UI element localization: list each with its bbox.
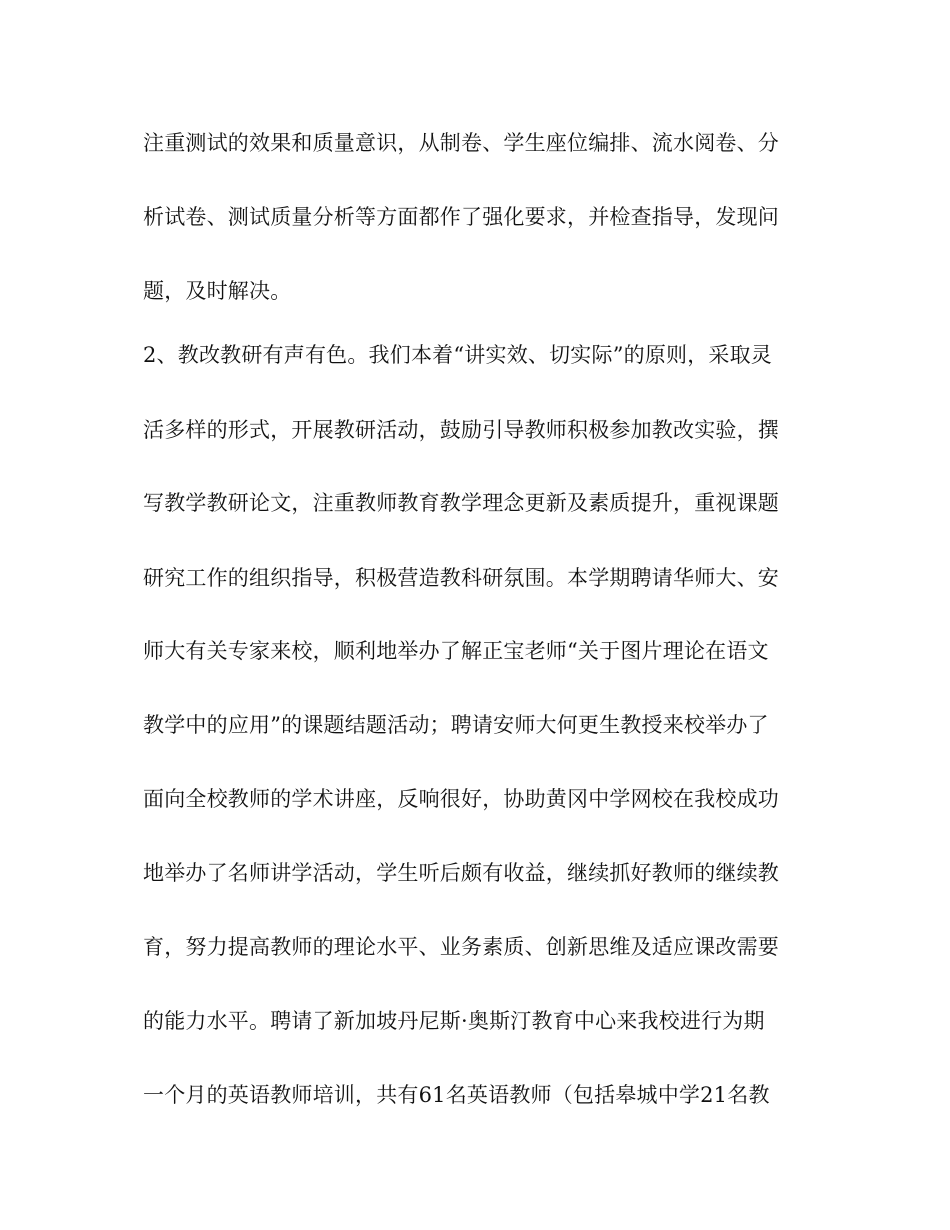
text-line: 题，及时解决。 [143,279,292,303]
text-line: 写教学教研论文，注重教师教育教学理念更新及素质提升，重视课题 [143,491,779,515]
text-line: 师大有关专家来校，顺利地举办了解正宝老师“关于图片理论在语文 [143,639,769,663]
text-line: 活多样的形式，开展教研活动，鼓励引导教师积极参加教改实验，撰 [143,418,779,442]
text-line: 的能力水平。聘请了新加坡丹尼斯·奥斯汀教育中心来我校进行为期 [143,1009,765,1033]
text-line: 析试卷、测试质量分析等方面都作了强化要求，并检查指导，发现问 [143,205,779,229]
text-line: 教学中的应用”的课题结题活动；聘请安师大何更生教授来校举办了 [143,713,769,737]
text-line: 一个月的英语教师培训，共有61名英语教师（包括皋城中学21名教 [143,1083,770,1107]
text-line: 注重测试的效果和质量意识，从制卷、学生座位编排、流水阅卷、分 [143,131,779,155]
text-line: 2、教改教研有声有色。我们本着“讲实效、切实际”的原则，采取灵 [143,343,773,367]
text-line: 面向全校教师的学术讲座，反响很好，协助黄冈中学网校在我校成功 [143,787,779,811]
text-line: 地举办了名师讲学活动，学生听后颇有收益，继续抓好教师的继续教 [143,861,779,885]
text-line: 研究工作的组织指导，积极营造教科研氛围。本学期聘请华师大、安 [143,566,779,590]
text-line: 育，努力提高教师的理论水平、业务素质、创新思维及适应课改需要 [143,935,779,959]
